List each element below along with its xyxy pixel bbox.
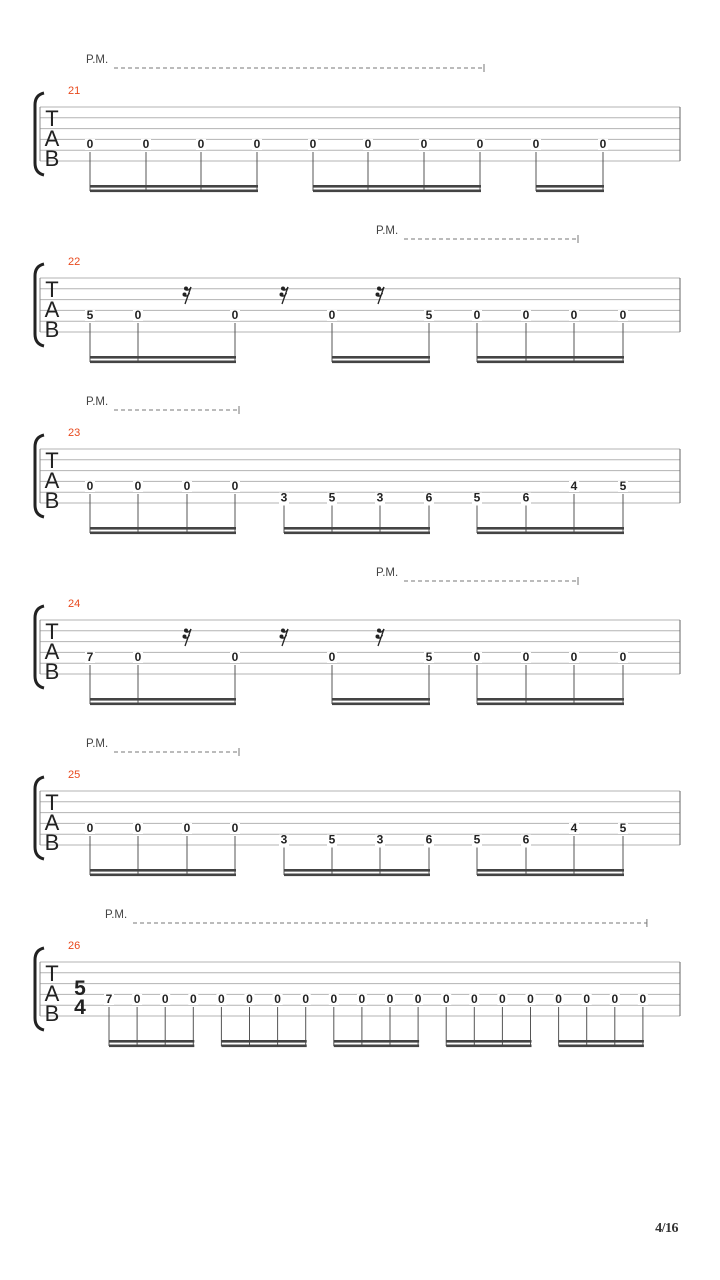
fret-number: 0 — [134, 650, 142, 664]
tab-system-26 — [35, 909, 680, 1047]
fret-number: 0 — [522, 650, 530, 664]
tab-clef-letter-t: T — [45, 106, 59, 131]
fret-number: 5 — [425, 650, 433, 664]
tab-clef-letter-t: T — [45, 619, 59, 644]
beam-secondary — [332, 703, 430, 706]
palm-mute-label: P.M. — [105, 909, 128, 921]
tab-clef-letter-a: A — [44, 981, 60, 1006]
beam-secondary — [284, 532, 430, 535]
fret-number: 0 — [197, 137, 205, 151]
palm-mute-label: P.M. — [376, 567, 399, 579]
fret-number: 0 — [476, 137, 484, 151]
tab-system-24 — [35, 567, 680, 705]
palm-mute-label: P.M. — [376, 225, 399, 237]
fret-number: 0 — [358, 992, 366, 1006]
fret-number: 0 — [414, 992, 422, 1006]
fret-number: 5 — [619, 821, 627, 835]
tab-clef-letter-a: A — [44, 810, 60, 835]
fret-number: 7 — [86, 650, 94, 664]
fret-number: 0 — [639, 992, 647, 1006]
fret-number: 0 — [183, 821, 191, 835]
beam-secondary — [446, 1045, 531, 1048]
tab-system-22 — [35, 225, 680, 363]
beam-primary — [477, 527, 624, 530]
fret-number: 5 — [328, 832, 336, 847]
bar-number: 23 — [68, 427, 81, 439]
tab-clef-letter-a: A — [44, 297, 60, 322]
fret-number: 0 — [231, 308, 239, 322]
fret-number: 0 — [274, 992, 281, 1006]
tab-clef-letter-b: B — [44, 830, 60, 855]
beam-secondary — [90, 703, 236, 706]
fret-number: 0 — [570, 650, 578, 664]
fret-number: 0 — [189, 992, 197, 1006]
beam-primary — [90, 185, 258, 188]
tab-system-25 — [35, 738, 680, 876]
beam-secondary — [477, 532, 624, 535]
fret-number: 0 — [134, 821, 142, 835]
tab-clef-letter-a: A — [44, 468, 60, 493]
palm-mute-label: P.M. — [86, 54, 109, 66]
beam-primary — [90, 527, 236, 530]
tab-clef-letter-t: T — [45, 790, 59, 815]
beam-primary — [559, 1040, 644, 1043]
bar-number: 24 — [68, 598, 81, 610]
bar-number: 25 — [68, 769, 81, 781]
fret-number: 0 — [309, 137, 317, 151]
fret-number: 0 — [328, 650, 336, 664]
fret-number: 0 — [302, 992, 310, 1006]
tab-clef-letter-t: T — [45, 961, 59, 986]
beam-primary — [536, 185, 604, 188]
beam-primary — [90, 356, 236, 359]
beam-primary — [477, 869, 624, 872]
fret-number: 0 — [522, 308, 530, 322]
beam-primary — [284, 869, 430, 872]
fret-number: 0 — [442, 992, 450, 1006]
tab-system-23 — [35, 396, 680, 534]
beam-primary — [477, 356, 624, 359]
fret-number: 0 — [473, 650, 481, 664]
tab-clef-letter-b: B — [44, 146, 60, 171]
tab-clef-letter-t: T — [45, 277, 59, 302]
tab-clef-letter-a: A — [44, 126, 60, 151]
beam-secondary — [109, 1045, 194, 1048]
tab-clef-letter-t: T — [45, 448, 59, 473]
fret-number: 0 — [231, 479, 239, 493]
fret-number: 0 — [86, 137, 94, 151]
beam-secondary — [477, 874, 624, 877]
beam-primary — [221, 1040, 306, 1043]
beam-secondary — [90, 532, 236, 535]
fret-number: 0 — [134, 308, 142, 322]
beam-secondary — [284, 874, 430, 877]
beam-secondary — [221, 1045, 306, 1048]
beam-primary — [332, 356, 430, 359]
fret-number: 0 — [473, 308, 481, 322]
beam-secondary — [313, 190, 481, 193]
fret-number: 3 — [376, 490, 384, 505]
fret-number: 5 — [328, 490, 336, 505]
fret-number: 5 — [619, 479, 627, 493]
beam-primary — [90, 698, 236, 701]
fret-number: 0 — [86, 479, 94, 493]
tab-clef-letter-b: B — [44, 1001, 60, 1026]
fret-number: 0 — [231, 821, 239, 835]
fret-number: 3 — [280, 832, 288, 847]
fret-number: 0 — [231, 650, 239, 664]
fret-number: 5 — [86, 308, 94, 322]
tab-clef-letter-b: B — [44, 488, 60, 513]
beam-secondary — [332, 361, 430, 364]
beam-secondary — [477, 703, 624, 706]
fret-number: 0 — [386, 992, 394, 1006]
page-number: 4/16 — [655, 1221, 678, 1236]
fret-number: 6 — [425, 490, 433, 505]
fret-number: 0 — [364, 137, 372, 151]
beam-secondary — [559, 1045, 644, 1048]
fret-number: 5 — [473, 832, 481, 847]
beam-primary — [332, 698, 430, 701]
fret-number: 0 — [218, 992, 225, 1006]
fret-number: 0 — [246, 992, 253, 1006]
time-signature-top: 5 — [74, 977, 86, 1000]
beam-secondary — [536, 190, 604, 193]
tab-clef-letter-a: A — [44, 639, 60, 664]
fret-number: 3 — [376, 832, 384, 847]
tab-clef-letter-b: B — [44, 317, 60, 342]
beam-secondary — [90, 190, 258, 193]
beam-primary — [313, 185, 481, 188]
beam-primary — [109, 1040, 194, 1043]
fret-number: 6 — [522, 490, 530, 505]
time-signature-bottom: 4 — [74, 996, 86, 1019]
bar-number: 21 — [68, 85, 81, 97]
fret-number: 0 — [532, 137, 540, 151]
tab-system-21 — [35, 54, 680, 192]
beam-primary — [334, 1040, 419, 1043]
fret-number: 0 — [583, 992, 591, 1006]
beam-secondary — [477, 361, 624, 364]
fret-number: 0 — [253, 137, 261, 151]
fret-number: 5 — [473, 490, 481, 505]
fret-number: 0 — [611, 992, 619, 1006]
fret-number: 0 — [420, 137, 428, 151]
fret-number: 0 — [142, 137, 150, 151]
fret-number: 4 — [570, 479, 578, 493]
fret-number: 0 — [328, 308, 336, 322]
beam-secondary — [90, 361, 236, 364]
fret-number: 0 — [619, 650, 627, 664]
fret-number: 3 — [280, 490, 288, 505]
fret-number: 0 — [619, 308, 627, 322]
fret-number: 0 — [527, 992, 534, 1006]
fret-number: 0 — [499, 992, 506, 1006]
fret-number: 0 — [555, 992, 562, 1006]
fret-number: 0 — [134, 479, 142, 493]
beam-secondary — [334, 1045, 419, 1048]
beam-secondary — [90, 874, 236, 877]
beam-primary — [477, 698, 624, 701]
fret-number: 6 — [522, 832, 530, 847]
palm-mute-label: P.M. — [86, 738, 109, 750]
tab-clef-letter-b: B — [44, 659, 60, 684]
fret-number: 0 — [133, 992, 141, 1006]
fret-number: 0 — [183, 479, 191, 493]
fret-number: 7 — [105, 992, 113, 1006]
fret-number: 4 — [570, 821, 578, 835]
fret-number: 0 — [599, 137, 607, 151]
fret-number: 6 — [425, 832, 433, 847]
palm-mute-label: P.M. — [86, 396, 109, 408]
fret-number: 0 — [570, 308, 578, 322]
beam-primary — [284, 527, 430, 530]
fret-number: 0 — [470, 992, 478, 1006]
fret-number: 0 — [330, 992, 338, 1006]
bar-number: 22 — [68, 256, 81, 268]
bar-number: 26 — [68, 940, 81, 952]
beam-primary — [90, 869, 236, 872]
beam-primary — [446, 1040, 531, 1043]
fret-number: 5 — [425, 308, 433, 322]
fret-number: 0 — [86, 821, 94, 835]
fret-number: 0 — [161, 992, 169, 1006]
